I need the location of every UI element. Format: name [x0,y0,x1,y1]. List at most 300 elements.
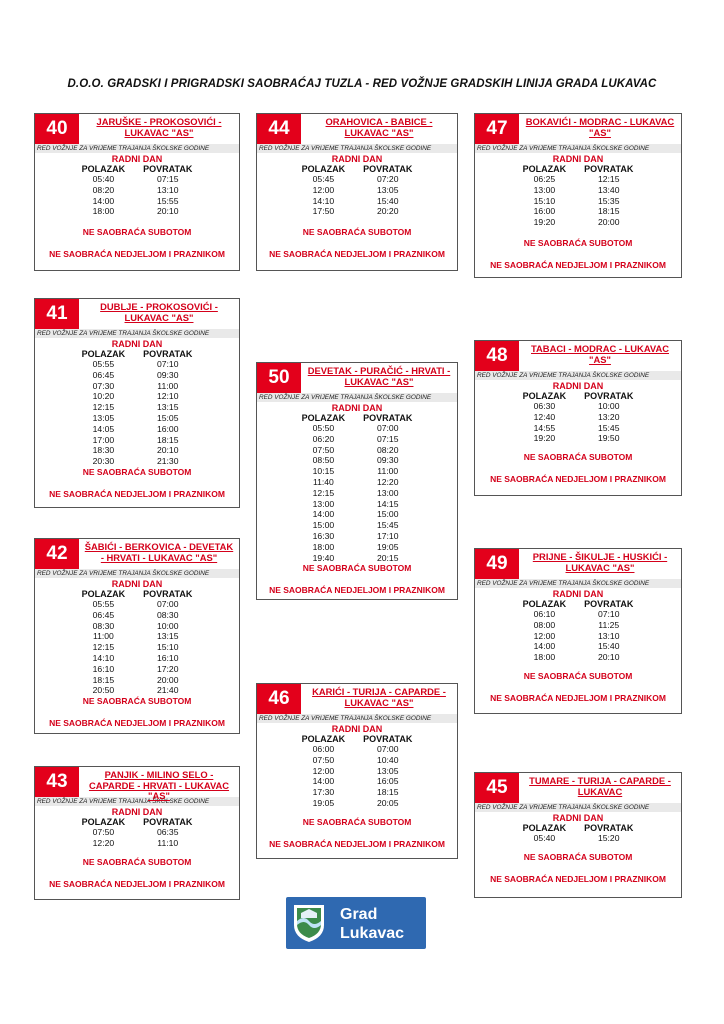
table-row [514,631,643,642]
sunday-holiday-note: NE SAOBRAĆA NEDJELJOM I PRAZNIKOM [490,259,666,270]
saturday-note: NE SAOBRAĆA SUBOTOM [523,237,633,248]
return-time: 15:55 [156,195,179,206]
grad-lukavac-logo [286,897,426,949]
table-row [293,174,422,185]
schedule-subtitle: RED VOŽNJE ZA VRIJEME TRAJANJA ŠKOLSKE GODINE [257,393,457,402]
return-time: 11:25 [598,619,620,630]
return-time: 10:00 [597,401,620,411]
return-time: 15:10 [156,642,179,653]
departure-time: 12:00 [312,184,335,195]
timetable [514,164,643,228]
table-row [73,359,202,370]
table-row [73,424,202,435]
table-row [293,445,422,456]
return-time: 15:20 [597,833,620,843]
col-header-return: POVRATAK [584,599,634,609]
departure-time: 13:00 [312,498,335,509]
table-row [73,370,202,381]
weekday-label: RADNI DAN [331,724,383,734]
route-name: BOKAVIĆI - MODRAC - LUKAVAC "AS" [525,116,675,138]
departure-time: 05:40 [533,833,556,843]
return-time: 16:00 [156,423,179,434]
return-time: 18:15 [597,206,620,217]
line-number-badge: 43 [35,767,79,797]
departure-time: 07:50 [312,754,335,765]
departure-time: 06:25 [533,174,556,184]
line-number-badge: 41 [35,299,79,329]
col-header-return: POVRATAK [584,391,634,401]
table-row [73,456,202,467]
return-time: 11:10 [157,837,179,848]
col-header-departure: POLAZAK [81,817,126,827]
return-time: 06:35 [156,827,179,837]
return-time: 18:15 [156,434,179,445]
table-row [73,642,202,653]
table-row [293,488,422,499]
return-time: 07:00 [376,744,399,754]
return-time: 20:10 [156,445,179,456]
table-row [293,509,422,520]
departure-time: 14:10 [92,652,115,663]
card-header [35,114,239,144]
weekday-label: RADNI DAN [552,381,604,391]
route-name: JARUŠKE - PROKOSOVIĆI - LUKAVAC "AS" [96,116,222,138]
timetable-card-line-40 [34,113,240,271]
col-header-return: POVRATAK [584,823,634,833]
card-header [475,114,681,144]
departure-time: 16:00 [533,206,556,217]
col-header-departure: POLAZAK [522,599,567,609]
col-header-return: POVRATAK [363,413,413,423]
departure-time: 14:55 [533,422,556,433]
table-row [73,206,202,217]
line-number-badge: 50 [257,363,301,393]
timetable [293,734,422,809]
table-row [514,652,643,663]
table-row [293,542,422,553]
table-row [293,499,422,510]
saturday-note: NE SAOBRAĆA SUBOTOM [523,452,633,463]
departure-time: 08:30 [92,620,115,631]
line-number-badge: 40 [35,114,79,144]
sunday-holiday-note: NE SAOBRAĆA NEDJELJOM I PRAZNIKOM [269,838,445,849]
return-time: 10:00 [156,620,179,631]
return-time: 12:15 [597,174,620,184]
schedule-subtitle: RED VOŽNJE ZA VRIJEME TRAJANJA ŠKOLSKE GODINE [35,569,239,578]
departure-time: 13:05 [92,412,115,423]
timetable [514,823,643,844]
line-number-badge: 44 [257,114,301,144]
table-row [73,621,202,632]
departure-time: 18:00 [92,206,115,217]
table-row [293,185,422,196]
timetable-card-line-49 [474,548,682,714]
return-time: 13:05 [376,184,399,195]
return-time: 20:10 [597,652,620,663]
table-row [514,412,643,423]
route-name: KARIĆI - TURIJA - CAPARDE - LUKAVAC "AS" [312,686,446,708]
table-row [293,520,422,531]
return-time: 17:20 [156,663,179,674]
departure-time: 06:20 [312,433,335,444]
departure-time: 13:00 [533,184,556,195]
departure-time: 06:00 [312,744,335,754]
card-header [257,684,457,714]
weekday-label: RADNI DAN [111,339,163,349]
table-row [73,685,202,696]
card-header [35,767,239,801]
departure-time: 05:55 [92,599,115,609]
line-number-badge: 49 [475,549,519,579]
card-header [257,363,457,393]
col-header-return: POVRATAK [143,349,193,359]
departure-time: 14:05 [92,423,115,434]
sunday-holiday-note: NE SAOBRAĆA NEDJELJOM I PRAZNIKOM [269,585,445,596]
col-header-return: POVRATAK [143,164,193,174]
table-row [514,833,643,844]
return-time: 17:10 [376,530,399,541]
col-header-departure: POLAZAK [301,164,346,174]
sunday-holiday-note: NE SAOBRAĆA NEDJELJOM I PRAZNIKOM [49,488,225,499]
departure-time: 05:50 [312,423,335,433]
col-header-return: POVRATAK [143,817,193,827]
saturday-note: NE SAOBRAĆA SUBOTOM [302,816,412,827]
departure-time: 11:40 [312,476,334,487]
line-number-badge: 45 [475,773,519,803]
return-time: 07:20 [376,174,399,184]
departure-time: 20:50 [92,685,115,696]
departure-time: 07:30 [92,380,115,391]
col-header-departure: POLAZAK [522,391,567,401]
route-name: PRIJNE - ŠIKULJE - HUSKIĆI - LUKAVAC "AS" [532,551,668,573]
return-time: 13:10 [156,184,179,195]
departure-time: 17:50 [312,206,335,217]
col-header-departure: POLAZAK [81,164,126,174]
table-row [73,631,202,642]
logo-line-2: Lukavac [340,925,405,942]
table-row [293,766,422,777]
return-time: 09:30 [376,455,399,466]
departure-time: 16:30 [312,530,335,541]
table-row [293,466,422,477]
return-time: 07:00 [156,599,179,609]
return-time: 16:10 [156,652,179,663]
return-time: 07:15 [376,433,399,444]
saturday-note: NE SAOBRAĆA SUBOTOM [82,466,192,477]
schedule-subtitle: RED VOŽNJE ZA VRIJEME TRAJANJA ŠKOLSKE GODINE [35,797,239,806]
departure-time: 08:20 [92,184,115,195]
schedule-subtitle: RED VOŽNJE ZA VRIJEME TRAJANJA ŠKOLSKE GODINE [257,144,457,153]
card-header [35,539,239,569]
table-row [73,838,202,849]
saturday-note: NE SAOBRAĆA SUBOTOM [82,227,192,238]
table-row [514,609,643,620]
timetable-card-line-45 [474,772,682,898]
return-time: 13:40 [597,184,620,195]
line-number-badge: 47 [475,114,519,144]
departure-time: 08:50 [312,455,335,466]
departure-time: 18:15 [92,674,115,685]
schedule-subtitle: RED VOŽNJE ZA VRIJEME TRAJANJA ŠKOLSKE GODINE [257,714,457,723]
schedule-subtitle: RED VOŽNJE ZA VRIJEME TRAJANJA ŠKOLSKE GODINE [475,144,681,153]
city-coat-of-arms-icon [292,903,326,943]
departure-time: 19:20 [533,433,556,444]
col-header-return: POVRATAK [363,164,413,174]
departure-time: 18:30 [92,445,115,456]
table-row [514,174,643,185]
table-row [293,776,422,787]
table-row [73,391,202,402]
sunday-holiday-note: NE SAOBRAĆA NEDJELJOM I PRAZNIKOM [490,474,666,485]
departure-time: 12:00 [533,630,556,641]
return-time: 07:10 [597,609,620,619]
route-name: DEVETAK - PURAČIĆ - HRVATI - LUKAVAC "AS" [307,365,451,387]
sunday-holiday-note: NE SAOBRAĆA NEDJELJOM I PRAZNIKOM [49,878,225,889]
departure-time: 12:15 [312,487,335,498]
table-row [514,185,643,196]
col-header-return: POVRATAK [143,589,193,599]
table-row [73,827,202,838]
return-time: 07:15 [156,174,179,184]
sunday-holiday-note: NE SAOBRAĆA NEDJELJOM I PRAZNIKOM [490,873,666,884]
saturday-note: NE SAOBRAĆA SUBOTOM [523,851,633,862]
line-number-badge: 48 [475,341,519,371]
table-row [73,610,202,621]
departure-time: 10:15 [312,466,335,477]
col-header-departure: POLAZAK [522,164,567,174]
col-header-return: POVRATAK [584,164,634,174]
card-header [475,341,681,371]
col-header-departure: POLAZAK [81,589,126,599]
table-row [514,433,643,444]
return-time: 12:20 [376,476,399,487]
departure-time: 06:30 [533,401,556,411]
departure-time: 05:40 [92,174,115,184]
return-time: 10:40 [376,754,399,765]
route-name: DUBLJE - PROKOSOVIĆI - LUKAVAC "AS" [100,301,218,323]
table-row [293,755,422,766]
return-time: 08:30 [156,609,179,620]
return-time: 16:05 [376,776,399,787]
departure-time: 14:10 [312,195,335,206]
return-time: 13:20 [597,411,620,422]
card-header [35,299,239,329]
card-header [475,549,681,579]
table-row [293,744,422,755]
table-row [514,206,643,217]
schedule-subtitle: RED VOŽNJE ZA VRIJEME TRAJANJA ŠKOLSKE GODINE [35,329,239,338]
line-number-badge: 46 [257,684,301,714]
return-time: 11:00 [377,466,399,477]
departure-time: 14:00 [312,776,335,787]
table-row [293,798,422,809]
departure-time: 12:15 [92,402,115,413]
weekday-label: RADNI DAN [552,813,604,823]
schedule-subtitle: RED VOŽNJE ZA VRIJEME TRAJANJA ŠKOLSKE GODINE [475,803,681,812]
route-name: TABACI - MODRAC - LUKAVAC "AS" [531,343,669,365]
return-time: 20:20 [376,206,399,217]
timetable [73,817,202,849]
return-time: 20:00 [156,674,179,685]
return-time: 20:10 [156,206,179,217]
return-time: 20:05 [376,797,399,808]
timetable [293,413,422,563]
departure-time: 18:00 [533,652,556,663]
saturday-note: NE SAOBRAĆA SUBOTOM [82,696,192,707]
return-time: 15:40 [376,195,399,206]
departure-time: 14:00 [533,641,556,652]
weekday-label: RADNI DAN [111,579,163,589]
table-row [293,434,422,445]
weekday-label: RADNI DAN [111,154,163,164]
departure-time: 12:40 [533,411,556,422]
return-time: 21:30 [156,456,179,467]
timetable [73,164,202,217]
departure-time: 12:15 [92,642,115,653]
sunday-holiday-note: NE SAOBRAĆA NEDJELJOM I PRAZNIKOM [490,692,666,703]
departure-time: 16:10 [92,663,115,674]
return-time: 15:45 [597,422,620,433]
table-row [73,413,202,424]
return-time: 08:20 [376,444,399,455]
return-time: 07:10 [156,359,179,369]
schedule-subtitle: RED VOŽNJE ZA VRIJEME TRAJANJA ŠKOLSKE GODINE [475,371,681,380]
col-header-departure: POLAZAK [301,734,346,744]
weekday-label: RADNI DAN [331,403,383,413]
departure-time: 06:10 [533,609,556,619]
departure-time: 14:00 [312,509,335,520]
route-name: ORAHOVICA - BABICE - LUKAVAC "AS" [325,116,433,138]
weekday-label: RADNI DAN [552,589,604,599]
route-name: TUMARE - TURIJA - CAPARDE - LUKAVAC [529,775,671,797]
departure-time: 19:05 [312,797,335,808]
table-row [514,620,643,631]
departure-time: 14:00 [92,195,115,206]
return-time: 18:15 [376,787,399,798]
return-time: 09:30 [156,369,179,380]
return-time: 21:40 [156,685,179,696]
departure-time: 20:30 [92,456,115,467]
timetable-card-line-46 [256,683,458,859]
table-row [73,402,202,413]
departure-time: 10:20 [92,391,115,402]
return-time: 19:05 [376,541,399,552]
table-row [514,196,643,207]
page-title: D.O.O. GRADSKI I PRIGRADSKI SAOBRAĆAJ TUZLA - RED VOŽNJE GRADSKIH LINIJA GRADA LUKAVAC [67,78,657,90]
timetable-card-line-42 [34,538,240,734]
saturday-note: NE SAOBRAĆA SUBOTOM [302,227,412,238]
route-name: PANJIK - MILINO SELO - CAPARDE - HRVATI - LUKAVAC "AS" [88,769,230,801]
return-time: 15:05 [156,412,179,423]
return-time: 20:00 [597,217,620,228]
schedule-subtitle: RED VOŽNJE ZA VRIJEME TRAJANJA ŠKOLSKE GODINE [475,579,681,588]
departure-time: 15:00 [312,520,335,531]
table-row [293,531,422,542]
table-row [514,423,643,434]
return-time: 12:10 [156,391,179,402]
table-row [73,664,202,675]
return-time: 19:50 [597,433,620,444]
departure-time: 07:50 [92,827,115,837]
timetable [293,164,422,217]
return-time: 13:00 [376,487,399,498]
return-time: 20:15 [376,552,399,563]
departure-time: 06:45 [92,369,115,380]
col-header-return: POVRATAK [363,734,413,744]
table-row [293,196,422,207]
card-header [475,773,681,803]
col-header-departure: POLAZAK [301,413,346,423]
table-row [73,185,202,196]
saturday-note: NE SAOBRAĆA SUBOTOM [82,856,192,867]
schedule-subtitle: RED VOŽNJE ZA VRIJEME TRAJANJA ŠKOLSKE GODINE [35,144,239,153]
timetable-card-line-48 [474,340,682,496]
departure-time: 19:20 [533,217,556,228]
table-row [514,217,643,228]
timetable-card-line-47 [474,113,682,278]
table-row [73,196,202,207]
saturday-note: NE SAOBRAĆA SUBOTOM [302,563,412,574]
table-row [73,599,202,610]
timetable [514,391,643,444]
table-row [293,553,422,564]
col-header-departure: POLAZAK [81,349,126,359]
timetable [514,599,643,663]
table-row [293,477,422,488]
saturday-note: NE SAOBRAĆA SUBOTOM [523,670,633,681]
line-number-badge: 42 [35,539,79,569]
table-row [73,381,202,392]
timetable-card-line-50 [256,362,458,600]
return-time: 13:05 [376,765,399,776]
timetable [73,349,202,467]
timetable-card-line-44 [256,113,458,271]
sunday-holiday-note: NE SAOBRAĆA NEDJELJOM I PRAZNIKOM [49,249,225,260]
departure-time: 06:45 [92,609,115,620]
col-header-departure: POLAZAK [522,823,567,833]
table-row [514,641,643,652]
departure-time: 19:40 [312,552,335,563]
sunday-holiday-note: NE SAOBRAĆA NEDJELJOM I PRAZNIKOM [49,718,225,729]
logo-line-1: Grad [340,906,378,923]
table-row [293,787,422,798]
departure-time: 11:00 [92,631,114,642]
departure-time: 05:45 [312,174,335,184]
table-row [73,435,202,446]
sunday-holiday-note: NE SAOBRAĆA NEDJELJOM I PRAZNIKOM [269,249,445,260]
timetable [73,589,202,696]
departure-time: 18:00 [312,541,335,552]
table-row [293,455,422,466]
return-time: 11:00 [157,380,179,391]
table-row [73,653,202,664]
return-time: 15:00 [376,509,399,520]
table-row [73,675,202,686]
departure-time: 05:55 [92,359,115,369]
departure-time: 08:00 [533,619,556,630]
departure-time: 12:20 [92,837,115,848]
departure-time: 15:10 [533,195,556,206]
weekday-label: RADNI DAN [111,807,163,817]
departure-time: 07:50 [312,444,335,455]
table-row [514,401,643,412]
timetable-card-line-41 [34,298,240,508]
table-row [73,174,202,185]
return-time: 13:15 [156,631,179,642]
route-name: ŠABIĆI - BERKOVICA - DEVETAK - HRVATI - LUKAVAC "AS" [84,541,234,563]
weekday-label: RADNI DAN [552,154,604,164]
return-time: 14:15 [376,498,399,509]
